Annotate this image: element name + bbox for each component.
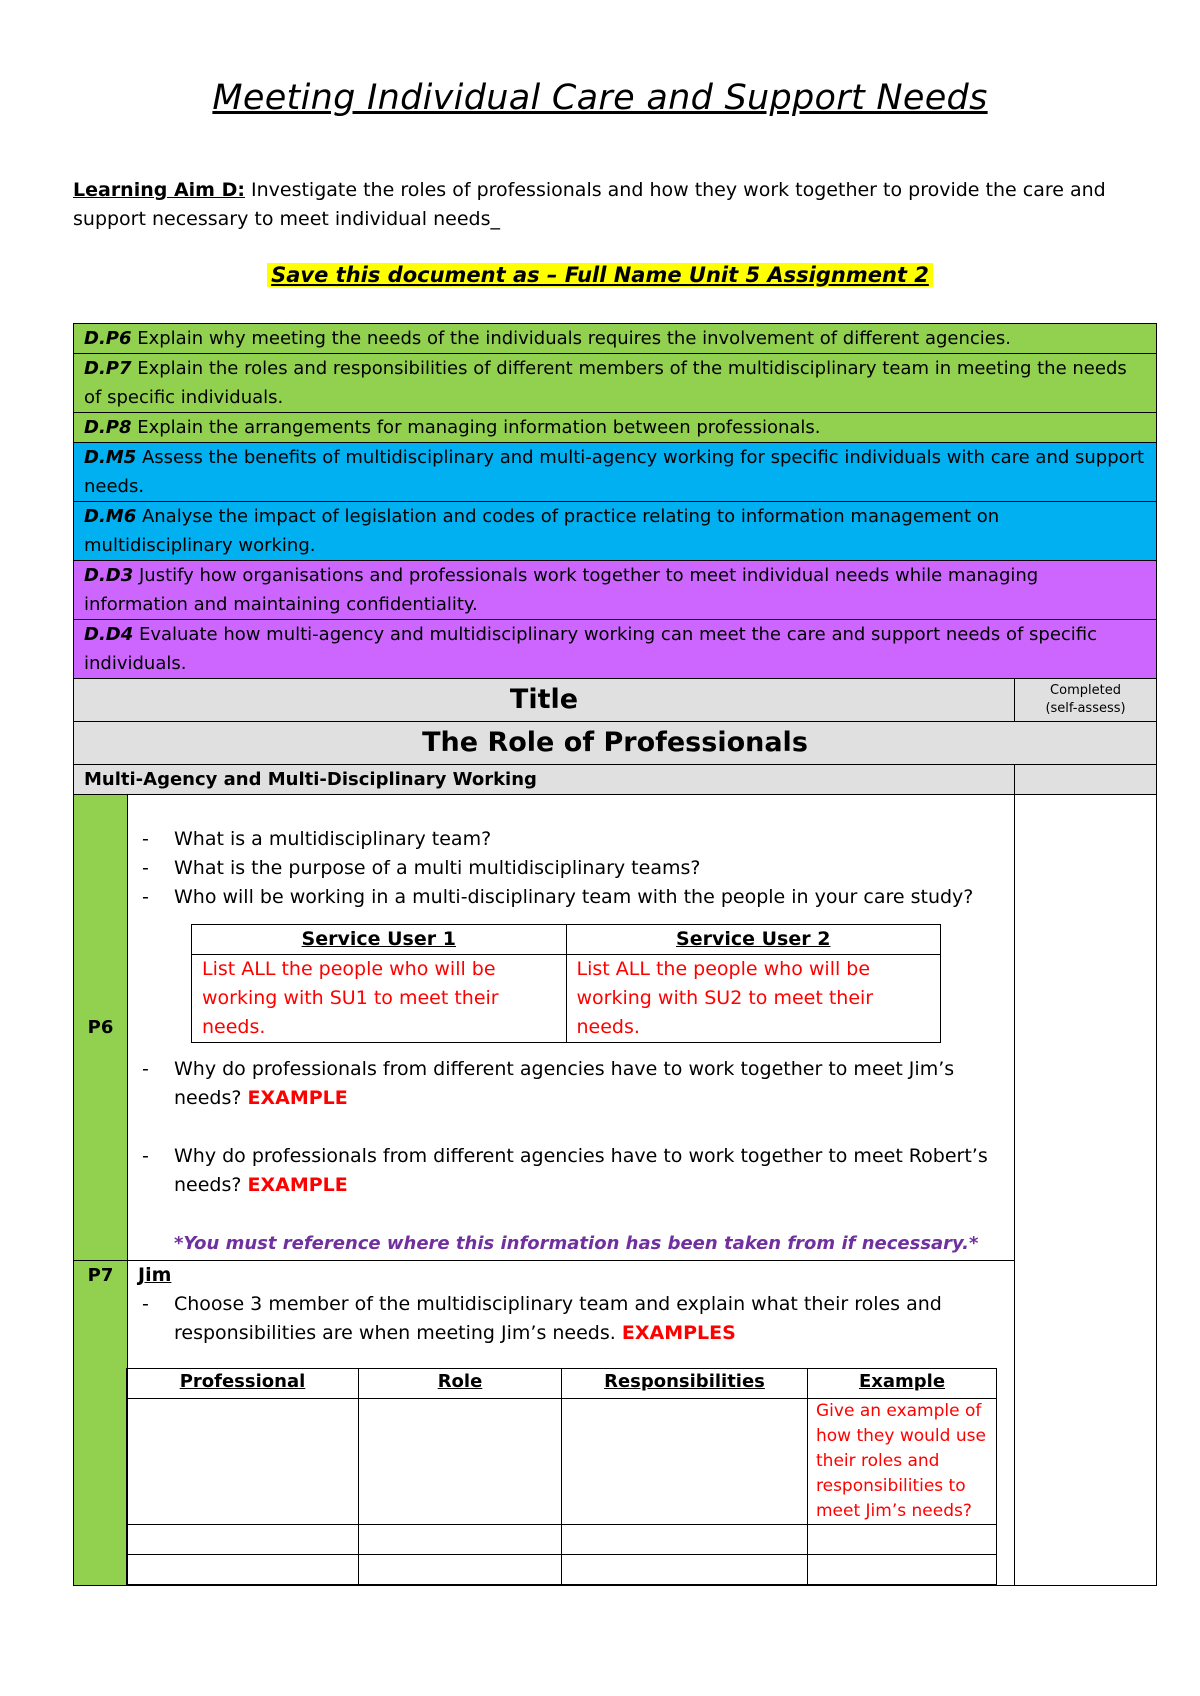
save-note: [0, 263, 1200, 287]
example-link[interactable]: EXAMPLE: [247, 1087, 348, 1109]
criterion-row: D.M5 Assess the benefits of multidisciplinary and multi-agency working for specific individuals with care and support needs.: [74, 443, 1157, 502]
responsibilities-cell[interactable]: [562, 1555, 808, 1585]
example-cell[interactable]: [808, 1525, 997, 1555]
role-cell[interactable]: [359, 1399, 562, 1525]
reference-note: *You must reference where this information has been taken from if necessary.*: [174, 1233, 979, 1254]
role-header: Role: [359, 1369, 562, 1399]
subsection-completed-cell[interactable]: [1015, 765, 1157, 795]
example-cell[interactable]: Give an example of how they would use their roles and responsibilities to meet Jim’s needs?: [808, 1399, 997, 1525]
role-cell[interactable]: [359, 1555, 562, 1585]
criterion-row: D.D3 Justify how organisations and professionals work together to meet individual needs while managing information and maintaining confidentiality.: [74, 561, 1157, 620]
section-title: The Role of Professionals: [74, 722, 1157, 765]
criterion-row: D.P6 Explain why meeting the needs of the individuals requires the involvement of different agencies.: [74, 324, 1157, 354]
save-note-text: Save this document as – Full Name Unit 5 Assignment 2: [267, 263, 933, 287]
professional-cell[interactable]: [127, 1525, 359, 1555]
responsibilities-cell[interactable]: [562, 1525, 808, 1555]
professional-header: Professional: [127, 1369, 359, 1399]
table-row: [127, 1525, 997, 1555]
document-title: Meeting Individual Care and Support Needs: [212, 78, 988, 118]
subsection-title: Multi-Agency and Multi-Disciplinary Working: [74, 765, 1015, 795]
service-user-table: [191, 924, 941, 1043]
p7-content[interactable]: [128, 1261, 1015, 1586]
examples-link[interactable]: EXAMPLES: [621, 1322, 736, 1344]
p6-question: - Why do professionals from different agencies have to work together to meet Robert’s needs? EXAMPLE: [128, 1142, 1014, 1200]
table-row: [127, 1399, 997, 1525]
service-user-2-header: Service User 2: [566, 925, 941, 955]
responsibilities-cell[interactable]: [562, 1399, 808, 1525]
service-user-1-cell[interactable]: List ALL the people who will be working with SU1 to meet their needs.: [192, 955, 567, 1043]
title-header: Title: [74, 679, 1015, 722]
p7-label: P7: [74, 1261, 128, 1586]
learning-aim-text: Investigate the roles of professionals and how they work together to provide the care and support necessary to meet individual needs_: [73, 179, 1106, 230]
learning-aim-label: Learning Aim D:: [73, 179, 245, 201]
responsibilities-header: Responsibilities: [562, 1369, 808, 1399]
p7-person-name: Jim: [138, 1264, 172, 1286]
professional-table: [126, 1368, 997, 1585]
p6-content[interactable]: [128, 795, 1015, 1261]
service-user-1-header: Service User 1: [192, 925, 567, 955]
criterion-row: D.P8 Explain the arrangements for managing information between professionals.: [74, 413, 1157, 443]
p6-label: P6: [74, 795, 128, 1261]
example-link[interactable]: EXAMPLE: [247, 1174, 348, 1196]
p7-question: - Choose 3 member of the multidisciplinary team and explain what their roles and responsibilities are when meeting Jim’s needs. EXAMPLES: [128, 1290, 1014, 1348]
p6-question: - Who will be working in a multi-disciplinary team with the people in your care study?: [128, 883, 1014, 912]
completed-cell[interactable]: [1015, 795, 1157, 1586]
table-row: [127, 1555, 997, 1585]
example-cell[interactable]: [808, 1555, 997, 1585]
professional-cell[interactable]: [127, 1399, 359, 1525]
p6-question: - Why do professionals from different agencies have to work together to meet Jim’s needs? EXAMPLE: [128, 1055, 1014, 1113]
professional-cell[interactable]: [127, 1555, 359, 1585]
example-header: Example: [808, 1369, 997, 1399]
service-user-2-cell[interactable]: List ALL the people who will be working with SU2 to meet their needs.: [566, 955, 941, 1043]
role-cell[interactable]: [359, 1525, 562, 1555]
assignment-table: [73, 323, 1157, 1586]
criterion-row: D.P7 Explain the roles and responsibilities of different members of the multidisciplinary team in meeting the needs of specific individuals.: [74, 354, 1157, 413]
p6-question: - What is the purpose of a multi multidisciplinary teams?: [128, 854, 1014, 883]
criterion-row: D.M6 Analyse the impact of legislation and codes of practice relating to information management on multidisciplinary working.: [74, 502, 1157, 561]
learning-aim: [73, 176, 1143, 234]
criterion-row: D.D4 Evaluate how multi-agency and multidisciplinary working can meet the care and support needs of specific individuals.: [74, 620, 1157, 679]
p6-question: - What is a multidisciplinary team?: [128, 825, 1014, 854]
completed-header: Completed (self-assess): [1015, 679, 1157, 722]
